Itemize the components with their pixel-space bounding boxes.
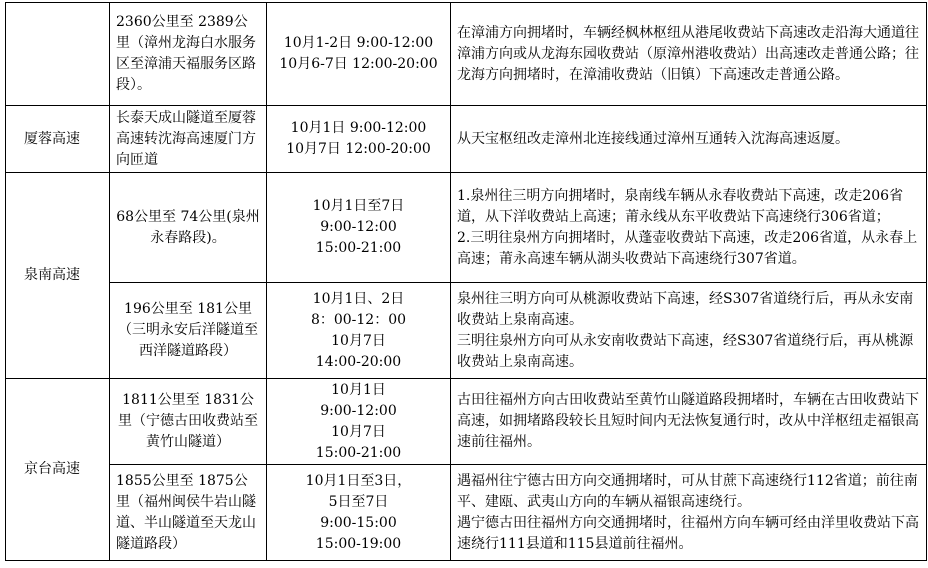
time-line: 10月1日、2日 bbox=[312, 290, 405, 307]
detail-line: 遇宁德古田往福州方向交通拥堵时，往福州方向车辆可经由洋里收费站下高速绕行111县道和115县道前往福州。 bbox=[457, 514, 919, 552]
time-line: 15:00-21:00 bbox=[315, 240, 402, 256]
road-segment: 1855公里至 1875公里（福州闽侯牛岩山隧道、半山隧道至天龙山隧道路段） bbox=[110, 465, 267, 561]
diversion-detail bbox=[451, 106, 927, 173]
table-row bbox=[6, 379, 927, 465]
time-line: 5日至7日 bbox=[328, 493, 389, 510]
time-line: 10月7日 bbox=[331, 332, 386, 349]
detail-line: 2.三明往泉州方向拥堵时，从蓬壶收费站下高速，改走206省道，从永春上高速；莆永高速车辆从湖头收费站下高速绕行307省道。 bbox=[457, 229, 918, 267]
table-row bbox=[6, 173, 927, 283]
detail-line: 遇福州往宁德古田方向交通拥堵时，可从甘蔗下高速绕行112省道；前往南平、建瓯、武夷山方向的车辆从福银高速绕行。 bbox=[457, 472, 918, 510]
time-line: 9:00-15:00 bbox=[320, 514, 397, 531]
diversion-detail bbox=[451, 283, 927, 379]
time-line: 15:00-21:00 bbox=[315, 444, 402, 461]
congestion-time bbox=[267, 465, 451, 561]
time-line: 15:00-19:00 bbox=[315, 535, 402, 552]
highway-name: 京台高速 bbox=[6, 379, 110, 561]
detail-line: 1.泉州往三明方向拥堵时，泉南线车辆从永春收费站下高速，改走206省道，从下洋收费站上高速；莆永线从东平收费站下高速绕行306省道； bbox=[457, 187, 904, 225]
congestion-time bbox=[267, 283, 451, 379]
diversion-detail bbox=[451, 173, 927, 283]
table-row bbox=[6, 283, 927, 379]
road-segment: 长泰天成山隧道至厦蓉高速转沈海高速厦门方向匝道 bbox=[110, 106, 267, 173]
time-line: 10月1日 bbox=[331, 381, 386, 398]
time-line: 10月1日至7日 bbox=[312, 198, 405, 214]
congestion-time bbox=[267, 106, 451, 173]
time-line: 10月1日至3日， bbox=[305, 472, 412, 489]
traffic-diversion-table bbox=[5, 2, 927, 561]
time-line: 10月7日 12:00-20:00 bbox=[286, 141, 431, 157]
time-line: 9:00-12:00 bbox=[320, 402, 397, 419]
road-segment: 1811公里至 1831公里（宁德古田收费站至黄竹山隧道） bbox=[110, 379, 267, 465]
table-row bbox=[6, 465, 927, 561]
diversion-detail bbox=[451, 3, 927, 106]
detail-line: 从天宝枢纽改走漳州北连接线通过漳州互通转入沈海高速返厦。 bbox=[457, 130, 849, 147]
diversion-detail bbox=[451, 379, 927, 465]
congestion-time bbox=[267, 3, 451, 106]
time-line: 9:00-12:00 bbox=[320, 219, 397, 235]
detail-line: 泉州往三明方向可从桃源收费站下高速，经S307省道绕行后，再从永安南收费站上泉南高速。 bbox=[457, 290, 914, 328]
road-segment: 68公里至 74公里(泉州永春路段)。 bbox=[110, 173, 267, 283]
road-segment: 2360公里至 2389公里（漳州龙海白水服务区至漳浦天福服务区路段）。 bbox=[110, 3, 267, 106]
diversion-detail bbox=[451, 465, 927, 561]
road-segment: 196公里至 181公里（三明永安后洋隧道至西洋隧道路段） bbox=[110, 283, 267, 379]
detail-line: 在漳浦方向拥堵时，车辆经枫林枢纽从港尾收费站下高速改走沿海大通道往漳浦方向或从龙海东园收费站（原漳州港收费站）出高速改走普通公路；往龙海方向拥堵时，在漳浦收费站（旧镇）下高速改走普通公路。 bbox=[457, 24, 919, 83]
detail-line: 古田往福州方向古田收费站至黄竹山隧道路段拥堵时，车辆在古田收费站下高速，如拥堵路段较长且短时间内无法恢复通行时，改从中洋枢纽走福银高速前往福州。 bbox=[457, 392, 919, 450]
table-row bbox=[6, 3, 927, 106]
congestion-time bbox=[267, 173, 451, 283]
table-row bbox=[6, 106, 927, 173]
time-line: 10月6-7日 12:00-20:00 bbox=[279, 56, 438, 72]
highway-name: 泉南高速 bbox=[6, 173, 110, 379]
congestion-time bbox=[267, 379, 451, 465]
time-line: 10月1-2日 9:00-12:00 bbox=[283, 35, 434, 51]
time-line: 10月7日 bbox=[331, 423, 386, 440]
time-line: 8：00-12：00 bbox=[310, 311, 407, 328]
time-line: 14:00-20:00 bbox=[315, 353, 402, 370]
time-line: 10月1日 9:00-12:00 bbox=[290, 120, 427, 136]
highway-name: 厦蓉高速 bbox=[6, 106, 110, 173]
detail-line: 三明往泉州方向可从永安南收费站下高速，经S307省道绕行后，再从桃源收费站上泉南高速。 bbox=[457, 332, 914, 370]
highway-name bbox=[6, 3, 110, 106]
